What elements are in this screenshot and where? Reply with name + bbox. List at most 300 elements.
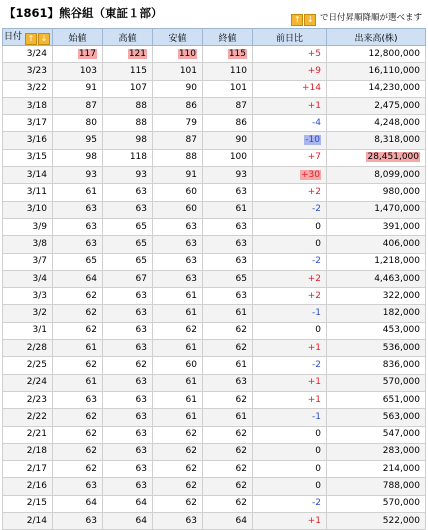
cell-date	[3, 218, 53, 235]
cell-open	[53, 132, 103, 149]
cell-open	[53, 461, 103, 478]
cell-date	[3, 201, 53, 218]
cell-open-value: 117	[78, 48, 96, 59]
table-row	[3, 201, 426, 218]
cell-low	[153, 184, 203, 201]
cell-volume-value: 182,000	[382, 308, 420, 319]
cell-open	[53, 357, 103, 374]
cell-volume-value: 651,000	[382, 394, 420, 405]
cell-date-value: 3/8	[32, 238, 47, 249]
cell-open-value: 62	[85, 429, 97, 440]
cell-close	[203, 270, 253, 287]
cell-volume-value: 322,000	[382, 290, 420, 301]
cell-volume-value: 8,099,000	[374, 169, 420, 180]
cell-high-value: 63	[135, 429, 147, 440]
cell-close	[203, 461, 253, 478]
cell-high	[103, 513, 153, 530]
cell-open	[53, 305, 103, 322]
cell-low-value: 60	[185, 204, 197, 215]
cell-open-value: 63	[85, 204, 97, 215]
cell-volume	[327, 478, 426, 495]
cell-date-value: 2/28	[26, 342, 47, 353]
cell-high	[103, 340, 153, 357]
cell-low-value: 62	[185, 463, 197, 474]
cell-volume-value: 214,000	[382, 463, 420, 474]
cell-date	[3, 305, 53, 322]
cell-change-value: -2	[312, 256, 321, 267]
cell-change-value: -2	[312, 359, 321, 370]
cell-volume	[327, 97, 426, 114]
cell-high	[103, 409, 153, 426]
column-header-date[interactable]	[3, 29, 53, 46]
cell-change-value: -2	[312, 498, 321, 509]
cell-close-value: 62	[235, 463, 247, 474]
cell-close-value: 115	[228, 48, 246, 59]
cell-volume	[327, 305, 426, 322]
cell-low-value: 63	[185, 221, 197, 232]
cell-close-value: 93	[235, 169, 247, 180]
cell-volume-value: 570,000	[382, 377, 420, 388]
cell-open-value: 62	[85, 290, 97, 301]
cell-date-value: 2/16	[26, 481, 47, 492]
cell-date-value: 2/14	[26, 515, 47, 526]
cell-volume	[327, 115, 426, 132]
cell-close-value: 65	[235, 273, 247, 284]
cell-close-value: 61	[235, 308, 247, 319]
table-row	[3, 270, 426, 287]
cell-change-value: 0	[315, 429, 321, 440]
cell-close-value: 63	[235, 377, 247, 388]
cell-open-value: 64	[85, 498, 97, 509]
cell-close-value: 62	[235, 498, 247, 509]
cell-high	[103, 236, 153, 253]
cell-high-value: 65	[135, 256, 147, 267]
cell-close	[203, 253, 253, 270]
cell-change-value: -10	[305, 135, 320, 146]
cell-date-value: 3/16	[26, 135, 47, 146]
cell-high	[103, 357, 153, 374]
cell-low	[153, 461, 203, 478]
cell-high	[103, 149, 153, 166]
cell-date-value: 2/22	[26, 411, 47, 422]
cell-date	[3, 236, 53, 253]
cell-open	[53, 391, 103, 408]
cell-volume-value: 1,470,000	[374, 204, 420, 215]
cell-volume	[327, 357, 426, 374]
cell-low-value: 60	[185, 187, 197, 198]
cell-open	[53, 115, 103, 132]
cell-date	[3, 357, 53, 374]
table-row	[3, 115, 426, 132]
cell-open-value: 63	[85, 221, 97, 232]
cell-change-value: 0	[315, 481, 321, 492]
cell-change-value: +14	[302, 83, 321, 94]
cell-low-value: 61	[185, 342, 197, 353]
cell-date-value: 3/23	[26, 65, 47, 76]
cell-open-value: 61	[85, 187, 97, 198]
cell-high	[103, 46, 153, 63]
cell-date	[3, 461, 53, 478]
cell-open	[53, 513, 103, 530]
cell-low-value: 101	[179, 65, 197, 76]
cell-low	[153, 201, 203, 218]
cell-open-value: 103	[79, 65, 97, 76]
cell-volume	[327, 46, 426, 63]
cell-close	[203, 495, 253, 512]
cell-close-value: 100	[229, 152, 247, 163]
table-row	[3, 97, 426, 114]
table-row	[3, 80, 426, 97]
cell-volume	[327, 322, 426, 339]
cell-high	[103, 132, 153, 149]
cell-change	[253, 46, 327, 63]
cell-high	[103, 391, 153, 408]
cell-volume-value: 980,000	[382, 187, 420, 198]
cell-date-value: 3/4	[32, 273, 47, 284]
cell-low	[153, 495, 203, 512]
cell-high	[103, 288, 153, 305]
cell-close-value: 61	[235, 411, 247, 422]
cell-high-value: 88	[135, 117, 147, 128]
cell-low	[153, 426, 203, 443]
cell-change	[253, 426, 327, 443]
cell-high	[103, 97, 153, 114]
cell-low	[153, 97, 203, 114]
cell-volume	[327, 63, 426, 80]
cell-change	[253, 305, 327, 322]
cell-volume-value: 14,230,000	[368, 83, 420, 94]
cell-high	[103, 443, 153, 460]
cell-high-value: 63	[135, 308, 147, 319]
cell-change-value: +1	[307, 342, 321, 353]
cell-open-value: 65	[85, 256, 97, 267]
cell-volume-value: 570,000	[382, 498, 420, 509]
cell-low	[153, 443, 203, 460]
table-row	[3, 340, 426, 357]
cell-low	[153, 218, 203, 235]
cell-high-value: 63	[135, 394, 147, 405]
cell-low-value: 62	[185, 481, 197, 492]
date-sort-descending-icon[interactable]: ↓	[38, 33, 50, 45]
cell-volume	[327, 253, 426, 270]
cell-close	[203, 63, 253, 80]
cell-close-value: 63	[235, 221, 247, 232]
cell-close	[203, 236, 253, 253]
cell-high	[103, 374, 153, 391]
cell-low	[153, 149, 203, 166]
cell-volume	[327, 218, 426, 235]
cell-open-value: 62	[85, 325, 97, 336]
cell-open-value: 62	[85, 308, 97, 319]
cell-volume	[327, 461, 426, 478]
cell-high-value: 63	[135, 187, 147, 198]
cell-high-value: 65	[135, 221, 147, 232]
cell-high	[103, 461, 153, 478]
cell-low-value: 79	[185, 117, 197, 128]
cell-change-value: -1	[312, 308, 321, 319]
cell-date	[3, 495, 53, 512]
cell-high-value: 63	[135, 411, 147, 422]
table-row	[3, 461, 426, 478]
table-row	[3, 167, 426, 184]
cell-change-value: +1	[307, 394, 321, 405]
cell-volume-value: 2,475,000	[374, 100, 420, 111]
cell-change	[253, 288, 327, 305]
cell-high-value: 64	[135, 515, 147, 526]
cell-change-value: +2	[307, 273, 321, 284]
cell-volume-value: 4,463,000	[374, 273, 420, 284]
cell-volume	[327, 184, 426, 201]
cell-high-value: 63	[135, 463, 147, 474]
cell-date	[3, 322, 53, 339]
cell-high-value: 121	[128, 48, 146, 59]
cell-date-value: 3/11	[26, 187, 47, 198]
cell-low	[153, 391, 203, 408]
cell-date	[3, 513, 53, 530]
cell-date-value: 2/25	[26, 359, 47, 370]
cell-change	[253, 374, 327, 391]
cell-volume-value: 1,218,000	[374, 256, 420, 267]
cell-date	[3, 478, 53, 495]
cell-low	[153, 46, 203, 63]
cell-close	[203, 80, 253, 97]
cell-close-value: 62	[235, 446, 247, 457]
cell-high-value: 67	[135, 273, 147, 284]
cell-close	[203, 218, 253, 235]
cell-change	[253, 495, 327, 512]
date-sort-ascending-icon[interactable]: ↑	[25, 33, 37, 45]
cell-date-value: 2/21	[26, 429, 47, 440]
cell-volume	[327, 236, 426, 253]
cell-change	[253, 461, 327, 478]
table-row	[3, 149, 426, 166]
cell-open-value: 62	[85, 446, 97, 457]
table-row	[3, 391, 426, 408]
cell-date-value: 3/2	[32, 308, 47, 319]
cell-change	[253, 270, 327, 287]
cell-close-value: 62	[235, 394, 247, 405]
column-header-date-label: 日付	[4, 32, 23, 42]
table-row	[3, 357, 426, 374]
cell-high	[103, 63, 153, 80]
cell-volume	[327, 288, 426, 305]
cell-change	[253, 80, 327, 97]
cell-change	[253, 391, 327, 408]
cell-volume	[327, 340, 426, 357]
table-row	[3, 236, 426, 253]
cell-close	[203, 149, 253, 166]
cell-date	[3, 97, 53, 114]
cell-low	[153, 63, 203, 80]
cell-close	[203, 391, 253, 408]
cell-close-value: 63	[235, 290, 247, 301]
cell-date	[3, 46, 53, 63]
cell-date-value: 3/10	[26, 204, 47, 215]
cell-date-value: 2/15	[26, 498, 47, 509]
cell-low-value: 87	[185, 135, 197, 146]
cell-low-value: 61	[185, 394, 197, 405]
cell-open-value: 64	[85, 273, 97, 284]
cell-low	[153, 115, 203, 132]
cell-change-value: +1	[307, 100, 321, 111]
cell-date-value: 3/14	[26, 169, 47, 180]
cell-volume-value: 16,110,000	[368, 65, 420, 76]
cell-low-value: 61	[185, 290, 197, 301]
table-row	[3, 443, 426, 460]
sort-descending-icon[interactable]: ↓	[304, 14, 316, 26]
cell-change-value: +5	[307, 48, 321, 59]
cell-low	[153, 322, 203, 339]
cell-high	[103, 80, 153, 97]
cell-volume-value: 536,000	[382, 342, 420, 353]
cell-close-value: 62	[235, 481, 247, 492]
cell-low	[153, 270, 203, 287]
cell-date-value: 3/15	[26, 152, 47, 163]
cell-open-value: 63	[85, 394, 97, 405]
cell-volume	[327, 443, 426, 460]
cell-volume	[327, 374, 426, 391]
cell-close	[203, 46, 253, 63]
cell-volume	[327, 495, 426, 512]
cell-high	[103, 184, 153, 201]
cell-open	[53, 236, 103, 253]
cell-close	[203, 357, 253, 374]
cell-low	[153, 167, 203, 184]
cell-close-value: 110	[229, 65, 247, 76]
cell-change	[253, 409, 327, 426]
table-row	[3, 253, 426, 270]
cell-low-value: 61	[185, 411, 197, 422]
cell-change-value: +1	[307, 515, 321, 526]
cell-open-value: 93	[85, 169, 97, 180]
cell-close-value: 62	[235, 342, 247, 353]
cell-change	[253, 443, 327, 460]
cell-volume-value: 563,000	[382, 411, 420, 422]
table-row	[3, 184, 426, 201]
cell-change-value: 0	[315, 221, 321, 232]
cell-high-value: 63	[135, 446, 147, 457]
cell-change	[253, 63, 327, 80]
cell-volume	[327, 149, 426, 166]
cell-close-value: 63	[235, 187, 247, 198]
table-row	[3, 288, 426, 305]
cell-volume-value: 4,248,000	[374, 117, 420, 128]
cell-change-value: 0	[315, 238, 321, 249]
cell-close	[203, 288, 253, 305]
cell-open-value: 80	[85, 117, 97, 128]
page-title: 【1861】熊谷組（東証１部）	[4, 6, 163, 20]
cell-open	[53, 97, 103, 114]
cell-low-value: 62	[185, 429, 197, 440]
cell-close	[203, 409, 253, 426]
cell-low	[153, 409, 203, 426]
sort-note	[291, 11, 422, 26]
cell-volume-value: 391,000	[382, 221, 420, 232]
cell-volume	[327, 513, 426, 530]
cell-date-value: 3/24	[26, 48, 47, 59]
cell-open-value: 63	[85, 515, 97, 526]
cell-volume	[327, 132, 426, 149]
cell-low-value: 90	[185, 83, 197, 94]
cell-close	[203, 115, 253, 132]
table-row	[3, 513, 426, 530]
cell-date	[3, 288, 53, 305]
cell-high	[103, 253, 153, 270]
cell-volume-value: 836,000	[382, 359, 420, 370]
cell-high-value: 64	[135, 498, 147, 509]
cell-date	[3, 132, 53, 149]
cell-date	[3, 443, 53, 460]
table-row	[3, 495, 426, 512]
cell-date-value: 2/17	[26, 463, 47, 474]
cell-change-value: +2	[307, 187, 321, 198]
cell-date-value: 3/22	[26, 83, 47, 94]
column-header-volume: 出来高(株)	[327, 29, 426, 46]
cell-change	[253, 218, 327, 235]
cell-date	[3, 340, 53, 357]
cell-close	[203, 340, 253, 357]
cell-high-value: 63	[135, 342, 147, 353]
cell-high	[103, 322, 153, 339]
cell-high-value: 63	[135, 325, 147, 336]
column-header-open: 始値	[53, 29, 103, 46]
cell-date	[3, 374, 53, 391]
table-row	[3, 322, 426, 339]
cell-low	[153, 80, 203, 97]
cell-high-value: 118	[129, 152, 147, 163]
cell-change-value: +1	[307, 377, 321, 388]
cell-date	[3, 426, 53, 443]
cell-change-value: +2	[307, 290, 321, 301]
cell-volume	[327, 409, 426, 426]
cell-change	[253, 132, 327, 149]
cell-low-value: 88	[185, 152, 197, 163]
cell-close	[203, 184, 253, 201]
column-header-high: 高値	[103, 29, 153, 46]
cell-date	[3, 80, 53, 97]
cell-volume-value: 547,000	[382, 429, 420, 440]
cell-date	[3, 63, 53, 80]
cell-low	[153, 357, 203, 374]
sort-ascending-icon[interactable]: ↑	[291, 14, 303, 26]
cell-close	[203, 374, 253, 391]
table-row	[3, 478, 426, 495]
cell-change	[253, 253, 327, 270]
cell-close-value: 101	[229, 83, 247, 94]
cell-low	[153, 513, 203, 530]
cell-open	[53, 184, 103, 201]
cell-low	[153, 253, 203, 270]
cell-open	[53, 218, 103, 235]
cell-date	[3, 391, 53, 408]
cell-change-value: -1	[312, 411, 321, 422]
cell-date	[3, 115, 53, 132]
cell-date-value: 3/7	[32, 256, 47, 267]
table-row	[3, 409, 426, 426]
cell-close-value: 63	[235, 256, 247, 267]
cell-change-value: +30	[301, 169, 320, 180]
cell-change	[253, 115, 327, 132]
cell-high-value: 98	[135, 135, 147, 146]
stock-price-table	[2, 28, 426, 530]
cell-date-value: 2/18	[26, 446, 47, 457]
cell-low	[153, 340, 203, 357]
cell-close-value: 61	[235, 359, 247, 370]
cell-high-value: 107	[129, 83, 147, 94]
cell-change-value: 0	[315, 446, 321, 457]
cell-open-value: 61	[85, 342, 97, 353]
cell-high	[103, 201, 153, 218]
